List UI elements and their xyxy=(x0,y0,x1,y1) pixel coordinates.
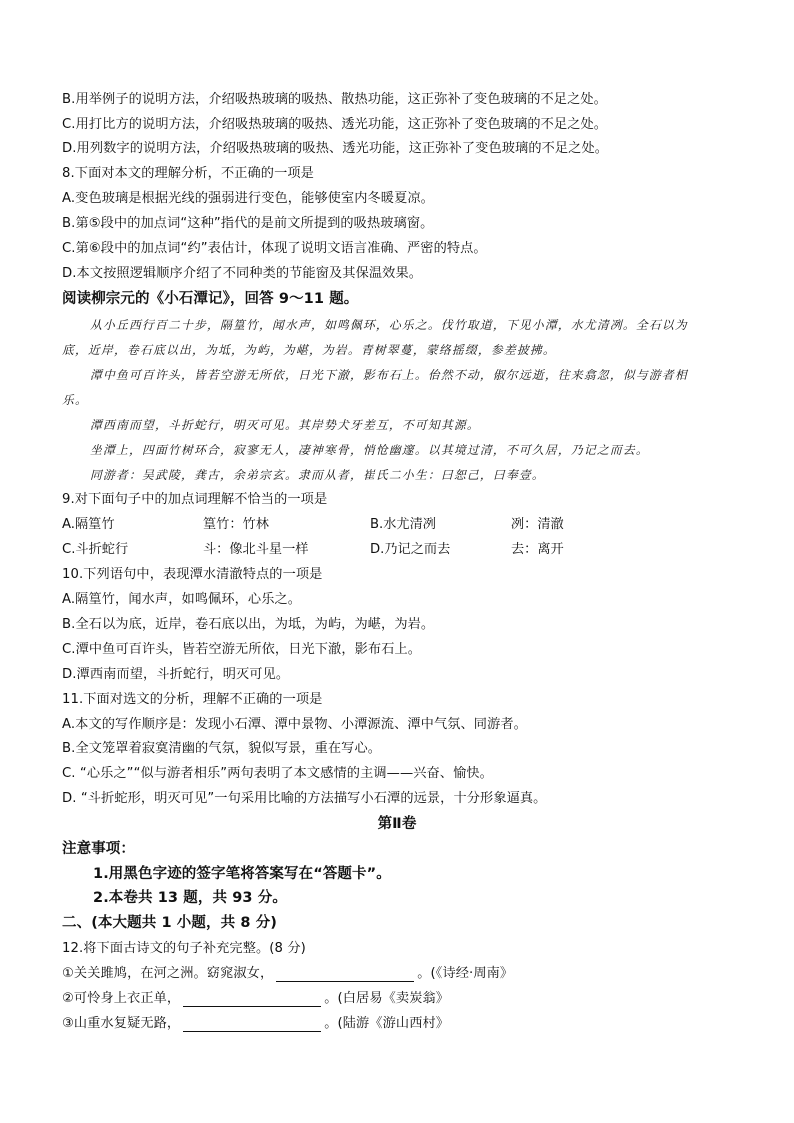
q8-option-d: D.本文按照逻辑顺序介绍了不同种类的节能窗及其保温效果。 xyxy=(62,266,423,281)
q7-option-c: C.用打比方的说明方法，介绍吸热玻璃的吸热、透光功能，这正弥补了变色玻璃的不足之处。 xyxy=(62,117,608,132)
q12-item-text: ①关关雎鸠，在河之洲。窈窕淑女， xyxy=(62,966,274,981)
q8-option-c: C.第⑥段中的加点词“约”表估计，体现了说明文语言准确、严密的特点。 xyxy=(62,241,487,256)
q9-option-d-gloss: 去：离开 xyxy=(511,542,564,557)
q9-option-b-gloss: 冽：清澈 xyxy=(511,517,564,532)
q12-item xyxy=(62,991,449,1007)
section2-heading: 二、(本大题共 1 小题，共 8 分) xyxy=(62,915,278,931)
q8-option-a: A.变色玻璃是根据光线的强弱进行变色，能够使室内冬暖夏凉。 xyxy=(62,191,434,206)
passage-line: 同游者：吴武陵，龚古，余弟宗玄。隶而从者，崔氏二小生：曰恕己，曰奉壹。 xyxy=(90,468,545,482)
passage-line: 坐潭上，四面竹树环合，寂寥无人，凄神寒骨，悄怆幽邃。以其境过清，不可久居，乃记之而去。 xyxy=(90,443,649,457)
q12-item-source: 。(白居易《卖炭翁》 xyxy=(324,991,450,1006)
q10-option-c: C.潭中鱼可百许头，皆若空游无所依，日光下澈，影布石上。 xyxy=(62,642,422,657)
passage-line: 从小丘西行百二十步，隔篁竹，闻水声，如鸣佩环，心乐之。伐竹取道，下见小潭，水尤清冽。全石以为 xyxy=(90,318,688,332)
answer-blank[interactable] xyxy=(183,1018,321,1032)
answer-blank[interactable] xyxy=(276,968,414,982)
q11-option-a: A.本文的写作顺序是：发现小石潭、潭中景物、小潭源流、潭中气氛、同游者。 xyxy=(62,717,527,732)
q10-option-d: D.潭西南而望，斗折蛇行，明灭可见。 xyxy=(62,667,290,682)
passage-line: 潭中鱼可百许头，皆若空游无所依，日光下澈，影布石上。佁然不动，俶尔远逝，往来翕忽，似与游者相 xyxy=(90,368,688,382)
q10-option-a: A.隔篁竹，闻水声，如鸣佩环，心乐之。 xyxy=(62,592,302,607)
answer-blank[interactable] xyxy=(183,993,321,1007)
q12-stem: 12.将下面古诗文的句子补充完整。(8 分) xyxy=(62,941,306,956)
note-item: 2.本卷共 13 题，共 93 分。 xyxy=(93,890,287,906)
q11-stem: 11.下面对选文的分析，理解不正确的一项是 xyxy=(62,692,323,707)
q9-stem: 9.对下面句子中的加点词理解不恰当的一项是 xyxy=(62,492,328,507)
passage-line: 潭西南而望，斗折蛇行，明灭可见。其岸势犬牙差互，不可知其源。 xyxy=(90,418,480,432)
q7-option-b: B.用举例子的说明方法，介绍吸热玻璃的吸热、散热功能，这正弥补了变色玻璃的不足之处。 xyxy=(62,92,607,107)
q11-option-b: B.全文笼罩着寂寞清幽的气氛，貌似写景，重在写心。 xyxy=(62,741,382,756)
q9-option-c-gloss: 斗：像北斗星一样 xyxy=(203,542,309,557)
q12-item-text: ②可怜身上衣正单， xyxy=(62,991,181,1006)
note-item: 1.用黑色字迹的签字笔将答案写在“答题卡”。 xyxy=(93,866,391,882)
passage-line: 底，近岸，卷石底以出，为坻，为屿，为嵁，为岩。青树翠蔓，蒙络摇缀，参差披拂。 xyxy=(62,343,556,357)
q12-item-source: 。(陆游《游山西村》 xyxy=(324,1016,450,1031)
q10-option-b: B.全石以为底，近岸，卷石底以出，为坻，为屿，为嵁，为岩。 xyxy=(62,617,435,632)
q9-option-c: C.斗折蛇行 xyxy=(62,542,129,557)
q9-option-b: B.水尤清冽 xyxy=(370,517,436,532)
q9-option-a-gloss: 篁竹：竹林 xyxy=(203,517,269,532)
q9-option-d: D.乃记之而去 xyxy=(370,542,451,557)
q11-option-d: D. “斗折蛇形，明灭可见”一句采用比喻的方法描写小石潭的远景，十分形象逼真。 xyxy=(62,791,547,806)
q12-item xyxy=(62,1016,449,1032)
q8-option-b: B.第⑤段中的加点词“这种”指代的是前文所提到的吸热玻璃窗。 xyxy=(62,216,434,231)
reading-heading: 阅读柳宗元的《小石潭记》，回答 9～11 题。 xyxy=(62,291,359,307)
q12-item-source: 。(《诗经·周南》 xyxy=(417,966,514,981)
q10-stem: 10.下列语句中，表现潭水清澈特点的一项是 xyxy=(62,567,323,582)
q9-option-a: A.隔篁竹 xyxy=(62,517,115,532)
notes-heading: 注意事项： xyxy=(62,841,135,857)
part2-title: 第Ⅱ卷 xyxy=(377,816,417,832)
q12-item xyxy=(62,966,513,982)
q11-option-c: C. “心乐之”“似与游者相乐”两句表明了本文感情的主调——兴奋、愉快。 xyxy=(62,766,493,781)
q8-stem: 8.下面对本文的理解分析，不正确的一项是 xyxy=(62,166,314,181)
passage-line: 乐。 xyxy=(62,393,88,407)
q12-item-text: ③山重水复疑无路， xyxy=(62,1016,181,1031)
q7-option-d: D.用列数字的说明方法，介绍吸热玻璃的吸热、透光功能，这正弥补了变色玻璃的不足之处。 xyxy=(62,141,609,156)
